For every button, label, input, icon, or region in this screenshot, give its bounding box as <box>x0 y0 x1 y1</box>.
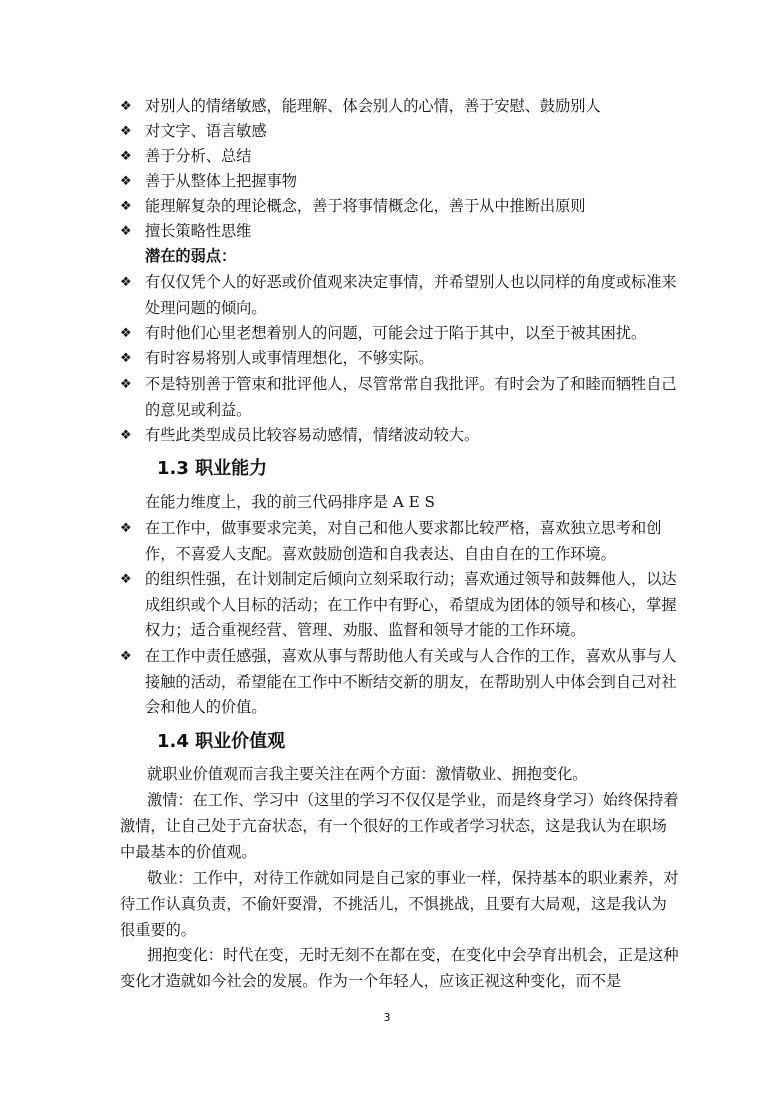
ability-item <box>120 644 680 721</box>
weakness-item <box>120 321 680 347</box>
weakness-text: 有仅仅凭个人的好恶或价值观来决定事情，并希望别人也以同样的角度或标准来处理问题的倾向。 <box>145 273 677 317</box>
weakness-text: 有时他们心里老想着别人的问题，可能会过于陷于其中，以至于被其困扰。 <box>145 324 647 342</box>
strength-item <box>120 194 680 220</box>
strength-text: 对文字、语言敏感 <box>145 122 267 140</box>
diamond-bullet-icon: ❖ <box>120 649 132 664</box>
weakness-item <box>120 372 680 423</box>
ability-item <box>120 567 680 644</box>
body-paragraph: 就职业价值观而言我主要关注在两个方面：激情敬业、拥抱变化。 <box>147 765 588 783</box>
ability-text: 的组织性强，在计划制定后倾向立刻采取行动；喜欢通过领导和鼓舞他人，以达成组织或个人目标的活动；在工作中有野心，希望成为团体的领导和核心，掌握权力；适合重视经营、管理、劝服、监督和领导才能的工作环境。 <box>145 570 677 639</box>
weakness-item <box>120 346 680 372</box>
strength-item <box>120 119 680 145</box>
diamond-bullet-icon: ❖ <box>120 428 132 443</box>
section-intro: 在能力维度上，我的前三代码排序是 A E S <box>145 493 435 511</box>
ability-text: 在工作中责任感强，喜欢从事与帮助他人有关或与人合作的工作，喜欢从事与人接触的活动，希望能在工作中不断结交新的朋友，在帮助别人中体会到自己对社会和他人的价值。 <box>145 647 677 716</box>
diamond-bullet-icon: ❖ <box>120 275 132 290</box>
weakness-label: 潜在的弱点： <box>145 247 237 265</box>
strength-text: 善于从整体上把握事物 <box>145 172 297 190</box>
diamond-bullet-icon: ❖ <box>120 351 132 366</box>
section-heading: 1.3 职业能力 <box>157 458 268 479</box>
diamond-bullet-icon: ❖ <box>120 124 132 139</box>
ability-text: 在工作中，做事要求完美，对自己和他人要求都比较严格，喜欢独立思考和创作，不喜爱人支配。喜欢鼓励创造和自我表达、自由自在的工作环境。 <box>145 519 662 563</box>
diamond-bullet-icon: ❖ <box>120 377 132 392</box>
ability-item <box>120 516 680 567</box>
diamond-bullet-icon: ❖ <box>120 99 132 114</box>
diamond-bullet-icon: ❖ <box>120 224 132 239</box>
strength-text: 擅长策略性思维 <box>145 222 252 240</box>
strength-item <box>120 94 680 120</box>
diamond-bullet-icon: ❖ <box>120 149 132 164</box>
body-paragraph: 激情：在工作、学习中（这里的学习不仅仅是学业，而是终身学习）始终保持着激情，让自己处于亢奋状态，有一个很好的工作或者学习状态，这是我认为在职场中最基本的价值观。 <box>120 791 679 861</box>
weakness-item <box>120 423 680 449</box>
strength-item <box>120 219 680 245</box>
body-paragraph: 拥抱变化：时代在变，无时无刻不在都在变，在变化中会孕育出机会，正是这种变化才造就如今社会的发展。作为一个年轻人，应该正视这种变化，而不是 <box>120 946 679 990</box>
strength-item <box>120 144 680 170</box>
diamond-bullet-icon: ❖ <box>120 521 132 536</box>
strength-item <box>120 169 680 195</box>
diamond-bullet-icon: ❖ <box>120 326 132 341</box>
strength-text: 对别人的情绪敏感，能理解、体会别人的心情，善于安慰、鼓励别人 <box>145 97 601 115</box>
page-number: 3 <box>383 1011 391 1024</box>
weakness-text: 有时容易将别人或事情理想化，不够实际。 <box>145 349 434 367</box>
section-heading: 1.4 职业价值观 <box>157 731 286 752</box>
diamond-bullet-icon: ❖ <box>120 199 132 214</box>
diamond-bullet-icon: ❖ <box>120 174 132 189</box>
body-paragraph: 敬业：工作中，对待工作就如同是自己家的事业一样，保持基本的职业素养，对待工作认真负责，不偷奸耍滑，不挑活儿，不惧挑战，且要有大局观，这是我认为很重要的。 <box>120 869 679 939</box>
strength-text: 能理解复杂的理论概念，善于将事情概念化，善于从中推断出原则 <box>145 197 586 215</box>
weakness-text: 有些此类型成员比较容易动感情，情绪波动较大。 <box>145 426 480 444</box>
strength-text: 善于分析、总结 <box>145 147 252 165</box>
diamond-bullet-icon: ❖ <box>120 572 132 587</box>
weakness-item <box>120 270 680 321</box>
weakness-text: 不是特别善于管束和批评他人，尽管常常自我批评。有时会为了和睦而牺牲自己的意见或利益。 <box>145 375 677 419</box>
